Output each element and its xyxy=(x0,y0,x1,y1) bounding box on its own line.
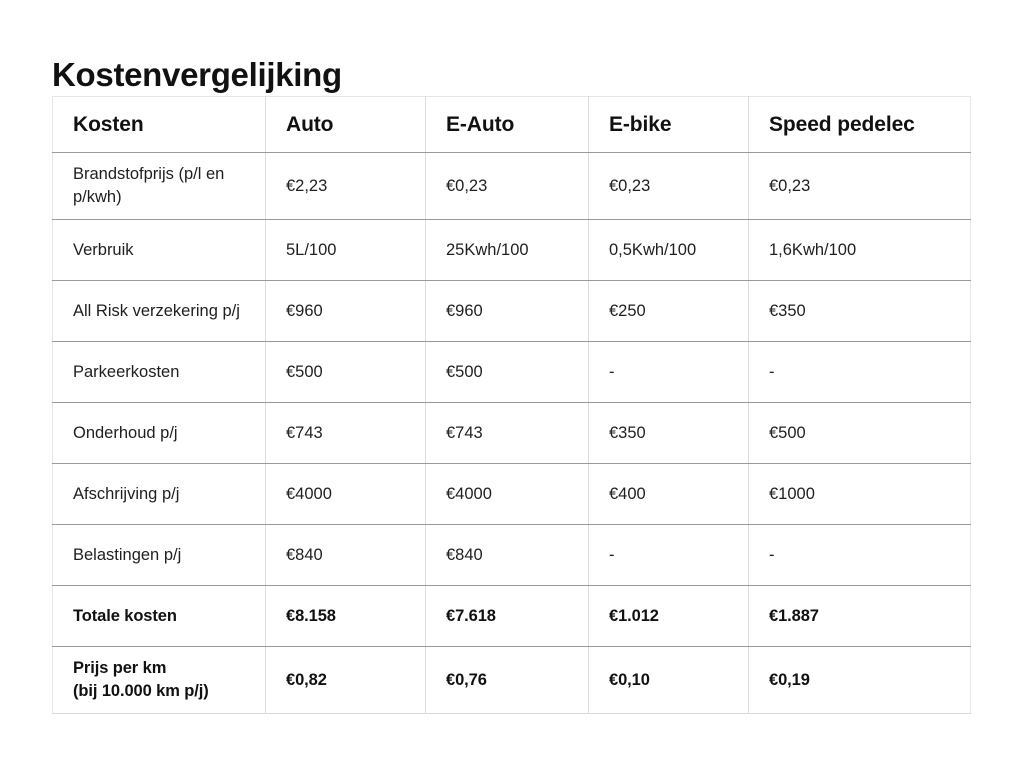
cell-ebike: €400 xyxy=(589,464,749,525)
cell-ebike: €250 xyxy=(589,281,749,342)
cell-eauto: €4000 xyxy=(426,464,589,525)
row-label-cell xyxy=(53,153,266,220)
cell-eauto: €500 xyxy=(426,342,589,403)
cell-ebike: 0,5Kwh/100 xyxy=(589,220,749,281)
cell-ebike: €0,23 xyxy=(589,153,749,220)
cell-eauto: €743 xyxy=(426,403,589,464)
cell-speed-pedelec: €0,19 xyxy=(749,647,971,714)
table-header xyxy=(53,97,971,153)
table-row xyxy=(53,586,971,647)
cell-speed-pedelec: €1000 xyxy=(749,464,971,525)
column-header-auto: Auto xyxy=(266,97,426,153)
cell-eauto: €0,76 xyxy=(426,647,589,714)
cell-speed-pedelec: €0,23 xyxy=(749,153,971,220)
cell-auto: €500 xyxy=(266,342,426,403)
cell-eauto: 25Kwh/100 xyxy=(426,220,589,281)
page-title: Kostenvergelijking xyxy=(52,56,342,94)
row-label-line1: Prijs per km xyxy=(73,659,167,678)
table-header-row xyxy=(53,97,971,153)
cell-speed-pedelec: €500 xyxy=(749,403,971,464)
cell-eauto: €960 xyxy=(426,281,589,342)
cost-comparison-table-container xyxy=(52,96,970,714)
cell-eauto: €0,23 xyxy=(426,153,589,220)
cell-auto: €2,23 xyxy=(266,153,426,220)
cell-speed-pedelec: - xyxy=(749,525,971,586)
table-row xyxy=(53,153,971,220)
table-body xyxy=(53,153,971,714)
row-label-cell: Onderhoud p/j xyxy=(53,403,266,464)
cell-speed-pedelec: - xyxy=(749,342,971,403)
table-row xyxy=(53,403,971,464)
column-header-speed-pedelec: Speed pedelec xyxy=(749,97,971,153)
cell-auto: €960 xyxy=(266,281,426,342)
cell-ebike: - xyxy=(589,525,749,586)
cell-ebike: - xyxy=(589,342,749,403)
cell-auto: €8.158 xyxy=(266,586,426,647)
column-header-eauto: E-Auto xyxy=(426,97,589,153)
cell-ebike: €350 xyxy=(589,403,749,464)
cell-auto: €4000 xyxy=(266,464,426,525)
row-label-cell: Afschrijving p/j xyxy=(53,464,266,525)
table-row xyxy=(53,342,971,403)
column-header-ebike: E-bike xyxy=(589,97,749,153)
row-label-cell: All Risk verzekering p/j xyxy=(53,281,266,342)
column-header-kosten: Kosten xyxy=(53,97,266,153)
row-label-cell: Totale kosten xyxy=(53,586,266,647)
cell-ebike: €1.012 xyxy=(589,586,749,647)
row-label-cell: Verbruik xyxy=(53,220,266,281)
row-label-line2: p/kwh) xyxy=(73,188,122,206)
cost-comparison-table xyxy=(52,96,971,714)
row-label-cell: Parkeerkosten xyxy=(53,342,266,403)
cell-speed-pedelec: 1,6Kwh/100 xyxy=(749,220,971,281)
cell-auto: €743 xyxy=(266,403,426,464)
cell-speed-pedelec: €350 xyxy=(749,281,971,342)
cell-eauto: €840 xyxy=(426,525,589,586)
row-label-cell xyxy=(53,647,266,714)
table-row xyxy=(53,220,971,281)
row-label-line2: (bij 10.000 km p/j) xyxy=(73,682,209,700)
cell-ebike: €0,10 xyxy=(589,647,749,714)
table-row xyxy=(53,525,971,586)
cell-auto: 5L/100 xyxy=(266,220,426,281)
table-row xyxy=(53,647,971,714)
cell-auto: €840 xyxy=(266,525,426,586)
cell-speed-pedelec: €1.887 xyxy=(749,586,971,647)
table-row xyxy=(53,464,971,525)
row-label-line1: Brandstofprijs (p/l en xyxy=(73,165,225,184)
table-row xyxy=(53,281,971,342)
row-label-cell: Belastingen p/j xyxy=(53,525,266,586)
cell-auto: €0,82 xyxy=(266,647,426,714)
cell-eauto: €7.618 xyxy=(426,586,589,647)
